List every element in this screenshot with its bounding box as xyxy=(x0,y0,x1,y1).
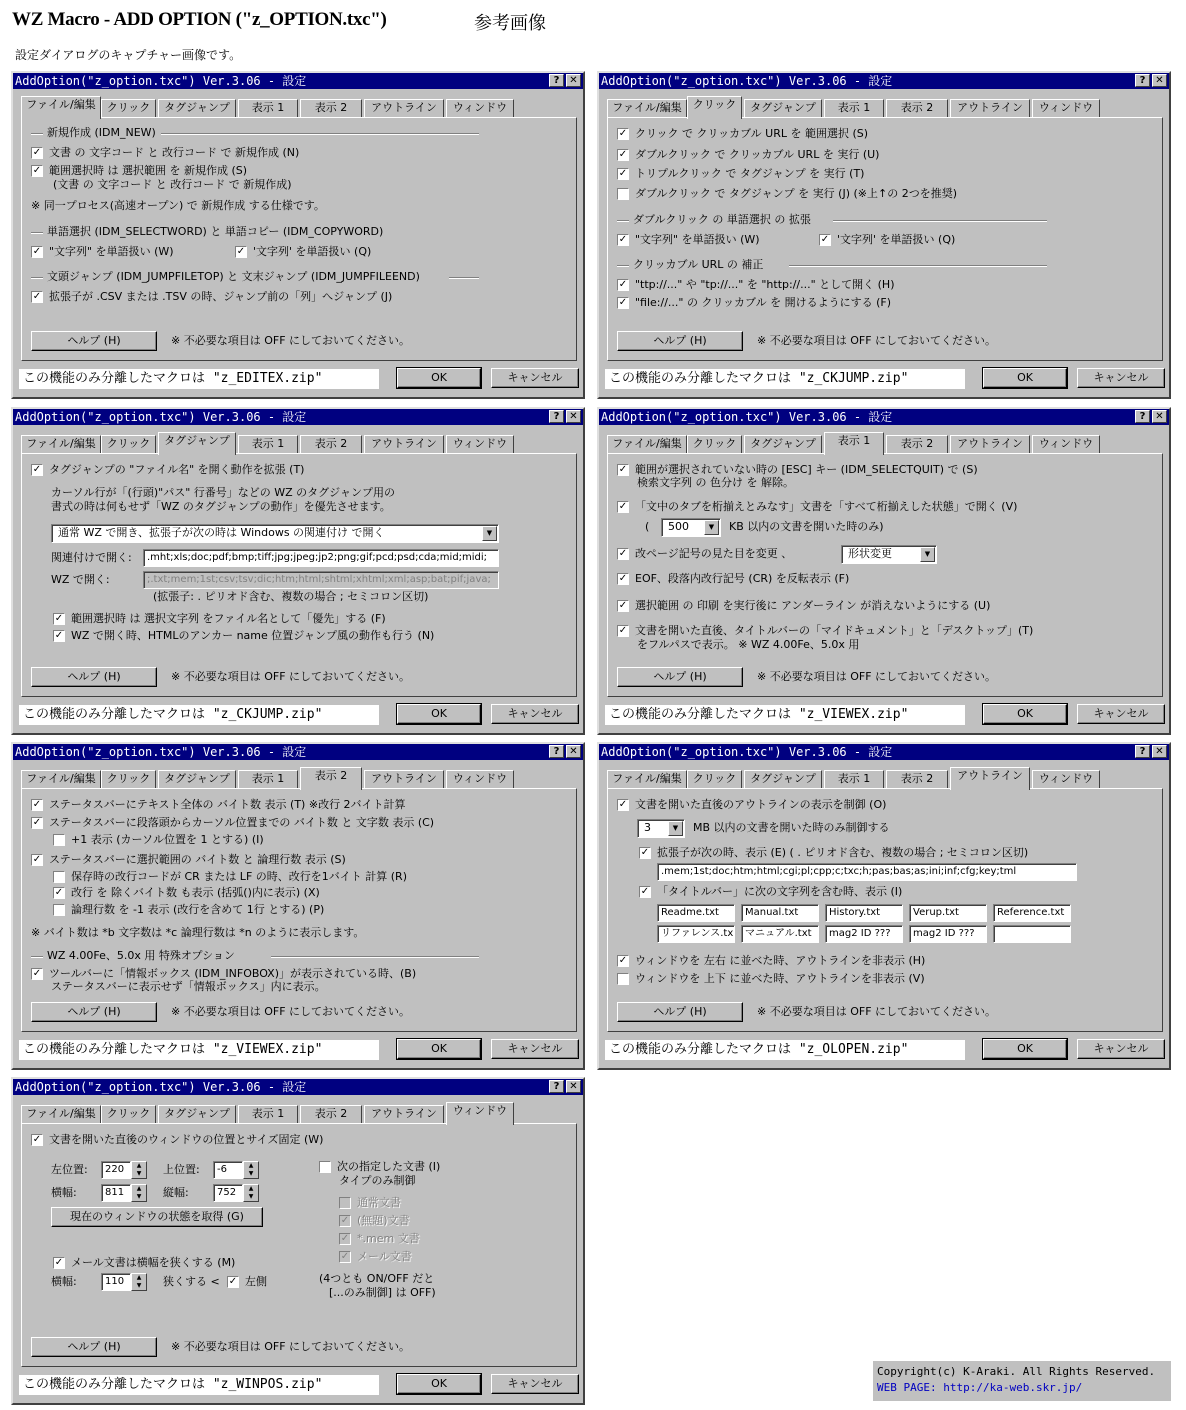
checkbox-file-url[interactable]: ✓ xyxy=(618,297,628,308)
tab-tagjump[interactable]: タグジャンプ xyxy=(744,435,822,453)
label: "文字列" を単語扱い (W) xyxy=(635,233,760,246)
tab-outline[interactable]: アウトライン xyxy=(364,1105,444,1123)
checkbox-total-bytes[interactable]: ✓ xyxy=(32,799,42,810)
label: ステータスバーに段落頭からカーソル位置までの バイト数 と 文字数 表示 (C) xyxy=(49,816,435,829)
close-icon[interactable]: ✕ xyxy=(1152,74,1167,87)
label: 通常文書 xyxy=(357,1196,401,1209)
tab-view2[interactable]: 表示 2 xyxy=(886,99,948,117)
tab-outline[interactable]: アウトライン xyxy=(364,770,444,788)
tab-window[interactable]: ウィンドウ xyxy=(446,770,514,788)
tab-click[interactable]: クリック xyxy=(687,770,742,788)
title-filter-5[interactable]: Reference.txt xyxy=(993,904,1071,922)
description: 書式の時は何もせず「WZ のタグジャンプの動作」を優先させます。 xyxy=(51,500,391,513)
tab-file-edit[interactable]: ファイル/編集 xyxy=(607,770,687,788)
checkbox-new-same-code[interactable]: ✓ xyxy=(32,147,42,158)
label: 範囲選択時 は 選択範囲 を 新規作成 (S) xyxy=(49,164,248,177)
mail-width-input[interactable]: 110 xyxy=(101,1273,131,1291)
label: 範囲が選択されていない時の [ESC] キー (IDM_SELECTQUIT) で (S) xyxy=(635,463,978,476)
dialog-tagjump xyxy=(11,407,585,735)
help-button[interactable]: ヘルプ (H) xyxy=(617,1002,743,1022)
note: ※ 不必要な項目は OFF にしておいてください。 xyxy=(757,1005,997,1018)
label: ステータスバーに表示せず「情報ボックス」内に表示。 xyxy=(51,980,326,993)
title-filter-9[interactable]: mag2 ID ??? xyxy=(909,925,987,943)
tab-tagjump[interactable]: タグジャンプ xyxy=(744,99,822,117)
checkbox-selection-bytes[interactable]: ✓ xyxy=(32,854,42,865)
label: 縦幅: xyxy=(163,1186,189,1199)
checkbox-word-dquote[interactable]: ✓ xyxy=(32,246,42,257)
note: [...のみ制御] は OFF) xyxy=(329,1286,436,1299)
page-subtitle: 参考画像 xyxy=(474,13,546,34)
checkbox-eof-invert[interactable]: ✓ xyxy=(618,573,628,584)
help-button[interactable]: ヘルプ (H) xyxy=(31,1002,157,1022)
label: "file://..." の クリッカブル を 開けるようにする (F) xyxy=(635,296,891,309)
dialog-title: AddOption("z_option.txc") Ver.3.06 - 設定 xyxy=(15,1080,307,1094)
label: ( xyxy=(645,520,650,533)
spin-icon[interactable]: ▲ ▼ xyxy=(131,1273,147,1291)
label: 「タイトルバー」に次の文字列を含む時、表示 (I) xyxy=(657,885,903,898)
note: ※ バイト数は *b 文字数は *c 論理行数は *n のように表示します。 xyxy=(31,926,365,939)
checkbox-fullpath-title[interactable]: ✓ xyxy=(618,625,628,636)
dialog-click xyxy=(597,71,1171,399)
label: 文書 の 文字コード と 改行コード で 新規作成 (N) xyxy=(49,146,300,159)
tab-click[interactable]: クリック xyxy=(101,770,156,788)
close-icon[interactable]: ✕ xyxy=(566,410,581,423)
title-bar xyxy=(599,409,1169,425)
assoc-ext-input[interactable]: .mht;xls;doc;pdf;bmp;tiff;jpg;jpeg;jp2;png;gif;pcd;psd;cda;mid;midi; xyxy=(143,549,499,567)
checkbox-ttp-fix[interactable]: ✓ xyxy=(618,279,628,290)
group-special: WZ 4.00Fe、5.0x 用 特殊オプション xyxy=(31,949,479,963)
spin-icon[interactable]: ▲ ▼ xyxy=(243,1161,259,1179)
help-button[interactable]: ヘルプ (H) xyxy=(617,667,743,687)
checkbox-crlf-one-byte[interactable] xyxy=(53,871,65,883)
checkbox-word-squote[interactable]: ✓ xyxy=(236,246,246,257)
checkbox-print-underline[interactable]: ✓ xyxy=(618,600,628,611)
spin-icon[interactable]: ▲ ▼ xyxy=(131,1184,147,1202)
tab-view2[interactable]: 表示 2 xyxy=(300,767,362,790)
label: WZ で開く: xyxy=(51,573,110,586)
tab-outline[interactable]: アウトライン xyxy=(364,435,444,453)
title-bar xyxy=(13,744,583,760)
tab-click[interactable]: クリック xyxy=(687,96,742,119)
label: 文書を開いた直後のウィンドウの位置とサイズ固定 (W) xyxy=(49,1133,324,1146)
help-icon[interactable]: ? xyxy=(549,1080,564,1093)
tab-file-edit[interactable]: ファイル/編集 xyxy=(607,435,687,453)
ok-button[interactable]: OK xyxy=(397,1374,481,1394)
label: KB 以内の文書を開いた時のみ) xyxy=(729,520,884,533)
label: (無題)文書 xyxy=(357,1214,410,1227)
help-icon[interactable]: ? xyxy=(1135,410,1150,423)
checkbox-lines-minus-one[interactable] xyxy=(53,904,65,916)
label: メール文書 xyxy=(357,1250,412,1263)
tab-tagjump[interactable]: タグジャンプ xyxy=(158,99,236,117)
checkbox-tab-align[interactable]: ✓ xyxy=(618,501,628,512)
mb-limit-select[interactable] xyxy=(637,819,685,838)
checkbox-word-squote[interactable]: ✓ xyxy=(820,234,830,245)
label: "ttp://..." や "tp://..." を "http://..." として開く (H) xyxy=(635,278,895,291)
checkbox-mail-doc[interactable]: ✓ xyxy=(340,1251,350,1262)
title-bar xyxy=(599,744,1169,760)
note: (4つとも ON/OFF だと xyxy=(319,1272,435,1285)
label: "文字列" を単語扱い (W) xyxy=(49,245,174,258)
selected-value: 通常 WZ で開き、拡張子が次の時は Windows の関連付け で開く xyxy=(58,526,385,539)
label: メール文書は横幅を狭くする (M) xyxy=(71,1256,236,1269)
label: ダブルクリック で クリッカブル URL を 実行 (U) xyxy=(635,148,880,161)
group-new: 新規作成 (IDM_NEW) xyxy=(31,126,479,140)
cancel-button[interactable]: キャンセル xyxy=(1077,368,1165,388)
checkbox-doc-type-only[interactable] xyxy=(319,1161,331,1173)
status-macro: この機能のみ分離したマクロは "z_VIEWEX.zip" xyxy=(19,1040,379,1060)
title-filter-2[interactable]: Manual.txt xyxy=(741,904,819,922)
title-bar xyxy=(13,1079,583,1095)
checkbox-untitled-doc[interactable]: ✓ xyxy=(340,1215,350,1226)
tab-window[interactable]: ウィンドウ xyxy=(1032,99,1100,117)
tab-view1[interactable]: 表示 1 xyxy=(238,435,298,453)
group-url-fix: クリッカブル URL の 補正 xyxy=(617,258,1047,272)
ok-button[interactable]: OK xyxy=(397,368,481,388)
close-icon[interactable]: ✕ xyxy=(566,745,581,758)
label: ステータスバーにテキスト全体の バイト数 表示 (T) ※改行 2バイト計算 xyxy=(49,798,406,811)
label: ステータスバーに選択範囲の バイト数 と 論理行数 表示 (S) xyxy=(49,853,346,866)
title-filter-6[interactable]: リファレンス.tx xyxy=(657,925,735,943)
cancel-button[interactable]: キャンセル xyxy=(1077,704,1165,724)
label: ツールバーに「情報ボックス (IDM_INFOBOX)」が表示されている時、(B) xyxy=(49,967,417,980)
pos-left-input[interactable]: 220 xyxy=(101,1161,131,1179)
dialog-file-edit xyxy=(11,71,585,399)
help-icon[interactable]: ? xyxy=(549,745,564,758)
spin-icon[interactable]: ▲ ▼ xyxy=(243,1184,259,1202)
tab-file-edit[interactable]: ファイル/編集 xyxy=(21,96,101,119)
label: タイプのみ制御 xyxy=(339,1174,416,1187)
close-icon[interactable]: ✕ xyxy=(1152,410,1167,423)
help-icon[interactable]: ? xyxy=(1135,74,1150,87)
checkbox-plus-one[interactable] xyxy=(53,834,65,846)
selected-value: 3 xyxy=(644,821,651,834)
status-macro: この機能のみ分離したマクロは "z_EDITEX.zip" xyxy=(19,369,379,389)
label: MB 以内の文書を開いた時のみ制御する xyxy=(693,821,890,834)
tab-tagjump[interactable]: タグジャンプ xyxy=(158,1105,236,1123)
tab-window[interactable]: ウィンドウ xyxy=(446,435,514,453)
label: 論理行数 を -1 表示 (改行を含めて 1行 とする) (P) xyxy=(71,903,325,916)
help-button[interactable]: ヘルプ (H) xyxy=(31,331,157,351)
checkbox-word-dquote[interactable]: ✓ xyxy=(618,234,628,245)
tab-view1[interactable]: 表示 1 xyxy=(238,1105,298,1123)
checkbox-infobox[interactable]: ✓ xyxy=(32,968,42,979)
note: ※ 同一プロセス(高速オープン) で 新規作成 する仕様です。 xyxy=(31,199,325,212)
note: ※ 不必要な項目は OFF にしておいてください。 xyxy=(171,334,411,347)
chevron-down-icon[interactable]: ▼ xyxy=(704,520,719,535)
status-macro: この機能のみ分離したマクロは "z_OLOPEN.zip" xyxy=(605,1040,965,1060)
tab-file-edit[interactable]: ファイル/編集 xyxy=(21,1105,101,1123)
checkbox-exclude-newline[interactable]: ✓ xyxy=(54,887,64,898)
tab-window[interactable]: ウィンドウ xyxy=(446,1102,514,1125)
help-icon[interactable]: ? xyxy=(549,410,564,423)
tab-view2[interactable]: 表示 2 xyxy=(886,435,948,453)
tab-view1[interactable]: 表示 1 xyxy=(238,770,298,788)
label: EOF、段落内改行記号 (CR) を反転表示 (F) xyxy=(635,572,850,585)
pagebreak-style-select[interactable] xyxy=(841,545,937,564)
tab-view1[interactable]: 表示 1 xyxy=(824,770,884,788)
group-word: 単語選択 (IDM_SELECTWORD) と 単語コピー (IDM_COPYWORD) xyxy=(31,225,479,239)
cancel-button[interactable]: キャンセル xyxy=(491,704,579,724)
label: 左位置: xyxy=(51,1163,88,1176)
label: 検索文字列 の 色分け を 解除。 xyxy=(637,476,794,489)
label: ウィンドウを 左右 に並べた時、アウトラインを非表示 (H) xyxy=(635,954,926,967)
label: 文書を開いた直後のアウトラインの表示を制御 (O) xyxy=(635,798,887,811)
note: ※ 不必要な項目は OFF にしておいてください。 xyxy=(171,1005,411,1018)
tab-view1[interactable]: 表示 1 xyxy=(238,99,298,117)
dialog-view1 xyxy=(597,407,1171,735)
label: '文字列' を単語扱い (Q) xyxy=(253,245,372,258)
width-input[interactable]: 811 xyxy=(101,1184,131,1202)
checkbox-hide-lr[interactable]: ✓ xyxy=(618,955,628,966)
note: ※ 不必要な項目は OFF にしておいてください。 xyxy=(757,670,997,683)
checkbox-pagebreak-style[interactable]: ✓ xyxy=(618,548,628,559)
ok-button[interactable]: OK xyxy=(983,704,1067,724)
help-icon[interactable]: ? xyxy=(549,74,564,87)
checkbox-new-from-selection[interactable]: ✓ xyxy=(32,165,42,176)
page-description: 設定ダイアログのキャプチャー画像です。 xyxy=(15,48,242,62)
close-icon[interactable]: ✕ xyxy=(1152,745,1167,758)
checkbox-click-url-select[interactable]: ✓ xyxy=(618,128,628,139)
label: 横幅: xyxy=(51,1186,77,1199)
title-filter-4[interactable]: Verup.txt xyxy=(909,904,987,922)
checkbox-left-side[interactable]: ✓ xyxy=(228,1276,238,1287)
note: ※ 不必要な項目は OFF にしておいてください。 xyxy=(757,334,997,347)
title-bar xyxy=(13,409,583,425)
dialog-view2 xyxy=(11,742,585,1070)
label: 文書を開いた直後、タイトルバーの「マイドキュメント」と「デスクトップ」(T) xyxy=(635,624,1034,637)
tab-click[interactable]: クリック xyxy=(101,1105,156,1123)
close-icon[interactable]: ✕ xyxy=(566,74,581,87)
tab-tagjump[interactable]: タグジャンプ xyxy=(158,770,236,788)
title-bar xyxy=(599,73,1169,89)
tab-view2[interactable]: 表示 2 xyxy=(300,435,362,453)
selected-value: 形状変更 xyxy=(848,547,892,560)
wz-ext-input[interactable]: ;.txt;mem;1st;csv;tsv;dic;htm;html;shtml;xhtml;xml;asp;bat;pif;java; xyxy=(143,571,499,589)
checkbox-paragraph-bytes[interactable]: ✓ xyxy=(32,817,42,828)
title-filter-3[interactable]: History.txt xyxy=(825,904,903,922)
kb-limit-select[interactable] xyxy=(661,518,721,537)
checkbox-normal-doc[interactable] xyxy=(339,1197,351,1209)
status-macro: この機能のみ分離したマクロは "z_CKJUMP.zip" xyxy=(19,705,379,725)
label: *.mem 文書 xyxy=(357,1232,420,1245)
group-jump: 文頭ジャンプ (IDM_JUMPFILETOP) と 文末ジャンプ (IDM_JUMPFILEEND) xyxy=(31,270,479,284)
note: ※ 不必要な項目は OFF にしておいてください。 xyxy=(171,1340,411,1353)
pos-top-input[interactable]: -6 xyxy=(213,1161,243,1179)
ok-button[interactable]: OK xyxy=(397,1039,481,1059)
dialog-title: AddOption("z_option.txc") Ver.3.06 - 設定 xyxy=(601,745,893,759)
spin-icon[interactable]: ▲ ▼ xyxy=(131,1161,147,1179)
label: WZ で開く時、HTMLのアンカー name 位置ジャンプ風の動作も行う (N) xyxy=(71,629,435,642)
help-icon[interactable]: ? xyxy=(1135,745,1150,758)
label: 左側 xyxy=(245,1275,267,1288)
close-icon[interactable]: ✕ xyxy=(566,1080,581,1093)
note: ※ 不必要な項目は OFF にしておいてください。 xyxy=(171,670,411,683)
label: 狭くする < xyxy=(163,1275,220,1288)
get-window-state-button[interactable]: 現在のウィンドウの状態を取得 (G) xyxy=(51,1207,263,1227)
tab-view2[interactable]: 表示 2 xyxy=(886,770,948,788)
label: 横幅: xyxy=(51,1275,77,1288)
copyright-text: Copyright(c) K-Araki. All Rights Reserved. xyxy=(877,1365,1156,1378)
tab-view2[interactable]: 表示 2 xyxy=(300,99,362,117)
dialog-outline xyxy=(597,742,1171,1070)
label: ダブルクリック で タグジャンプ を 実行 (J) (※上↑の 2つを推奨) xyxy=(635,187,957,200)
ext-list-input[interactable]: .mem;1st;doc;htm;html;cgi;pl;cpp;c;txc;h;pas;bas;as;ini;inf;cfg;key;tml xyxy=(657,863,1077,881)
label: をフルパスで表示。 ※ WZ 4.00Fe、5.0x 用 xyxy=(637,638,860,651)
checkbox-ext-filter[interactable]: ✓ xyxy=(640,847,650,858)
chevron-down-icon[interactable]: ▼ xyxy=(920,547,935,562)
label: トリプルクリック で タグジャンプ を 実行 (T) xyxy=(635,167,865,180)
tab-window[interactable]: ウィンドウ xyxy=(1032,435,1100,453)
description: カーソル行が「(行頭)"パス" 行番号」などの WZ のタグジャンプ用の xyxy=(51,486,395,499)
dialog-title: AddOption("z_option.txc") Ver.3.06 - 設定 xyxy=(601,410,893,424)
tab-file-edit[interactable]: ファイル/編集 xyxy=(21,435,101,453)
web-page-link[interactable]: WEB PAGE: http://ka-web.skr.jp/ xyxy=(877,1381,1083,1394)
help-button[interactable]: ヘルプ (H) xyxy=(617,331,743,351)
height-input[interactable]: 752 xyxy=(213,1184,243,1202)
label: 拡張子が次の時、表示 (E) ( . ピリオド含む、複数の場合 ; セミコロン区切) xyxy=(657,846,1029,859)
cancel-button[interactable]: キャンセル xyxy=(491,1374,579,1394)
checkbox-csv-column-jump[interactable]: ✓ xyxy=(32,291,42,302)
selected-value: 500 xyxy=(668,520,689,533)
tab-click[interactable]: クリック xyxy=(687,435,742,453)
label: 「文中のタブを桁揃えとみなす」文書を「すべて桁揃えした状態」で開く (V) xyxy=(635,500,1018,513)
tab-outline[interactable]: アウトライン xyxy=(950,767,1030,790)
checkbox-hide-tb[interactable] xyxy=(617,973,629,985)
label: 範囲選択時 は 選択文字列 をファイル名として「優先」する (F) xyxy=(71,612,386,625)
tab-tagjump[interactable]: タグジャンプ xyxy=(744,770,822,788)
checkbox-tripleclick-tagjump[interactable]: ✓ xyxy=(618,168,628,179)
tab-panel xyxy=(21,1123,577,1367)
dialog-title: AddOption("z_option.txc") Ver.3.06 - 設定 xyxy=(15,410,307,424)
chevron-down-icon[interactable]: ▼ xyxy=(482,526,497,541)
copyright-box xyxy=(873,1361,1171,1401)
tab-view2[interactable]: 表示 2 xyxy=(300,1105,362,1123)
label: 次の指定した文書 (I) xyxy=(337,1160,441,1173)
cancel-button[interactable]: キャンセル xyxy=(1077,1039,1165,1059)
cancel-button[interactable]: キャンセル xyxy=(491,368,579,388)
title-filter-10[interactable] xyxy=(993,925,1071,943)
ok-button[interactable]: OK xyxy=(397,704,481,724)
checkbox-dblclick-tagjump[interactable] xyxy=(617,188,629,200)
checkbox-titlebar-filter[interactable]: ✓ xyxy=(640,886,650,897)
title-filter-7[interactable]: マニュアル.txt xyxy=(741,925,819,943)
label: 上位置: xyxy=(163,1163,200,1176)
tab-view1[interactable]: 表示 1 xyxy=(824,432,884,455)
page-title: WZ Macro - ADD OPTION ("z_OPTION.txc") xyxy=(12,9,387,30)
help-button[interactable]: ヘルプ (H) xyxy=(31,667,157,687)
tab-file-edit[interactable]: ファイル/編集 xyxy=(607,99,687,117)
label: 関連付けで開く: xyxy=(51,551,132,564)
title-filter-1[interactable]: Readme.txt xyxy=(657,904,735,922)
tab-tagjump[interactable]: タグジャンプ xyxy=(158,432,236,455)
label: クリック で クリッカブル URL を 範囲選択 (S) xyxy=(635,127,869,140)
tab-click[interactable]: クリック xyxy=(101,99,156,117)
label: 改行 を 除くバイト数 も表示 (括弧()内に表示) (X) xyxy=(71,886,320,899)
title-bar xyxy=(13,73,583,89)
label: ウィンドウを 上下 に並べた時、アウトラインを非表示 (V) xyxy=(635,972,925,985)
dialog-title: AddOption("z_option.txc") Ver.3.06 - 設定 xyxy=(15,74,307,88)
checkbox-dblclick-url-run[interactable]: ✓ xyxy=(618,149,628,160)
dialog-window xyxy=(11,1077,585,1405)
title-filter-8[interactable]: mag2 ID ??? xyxy=(825,925,903,943)
checkbox-fix-window[interactable]: ✓ xyxy=(32,1134,42,1145)
label: 選択範囲 の 印刷 を実行後に アンダーライン が消えないようにする (U) xyxy=(635,599,991,612)
tab-outline[interactable]: アウトライン xyxy=(950,99,1030,117)
label: タグジャンプの "ファイル名" を開く動作を拡張 (T) xyxy=(49,463,305,476)
checkbox-selection-priority[interactable]: ✓ xyxy=(54,613,64,624)
chevron-down-icon[interactable]: ▼ xyxy=(668,821,683,836)
label: 保存時の改行コードが CR または LF の時、改行を1バイト 計算 (R) xyxy=(71,870,407,883)
tab-outline[interactable]: アウトライン xyxy=(364,99,444,117)
label: +1 表示 (カーソル位置を 1 とする) (I) xyxy=(71,833,264,846)
help-button[interactable]: ヘルプ (H) xyxy=(31,1337,157,1357)
tab-window[interactable]: ウィンドウ xyxy=(446,99,514,117)
checkbox-outline-control[interactable]: ✓ xyxy=(618,799,628,810)
dialog-title: AddOption("z_option.txc") Ver.3.06 - 設定 xyxy=(15,745,307,759)
status-macro: この機能のみ分離したマクロは "z_VIEWEX.zip" xyxy=(605,705,965,725)
note: (拡張子: . ピリオド含む、複数の場合 ; セミコロン区切) xyxy=(153,590,429,603)
tab-file-edit[interactable]: ファイル/編集 xyxy=(21,770,101,788)
tab-window[interactable]: ウィンドウ xyxy=(1032,770,1100,788)
tab-click[interactable]: クリック xyxy=(101,435,156,453)
open-mode-select[interactable] xyxy=(51,524,499,543)
label: 改ページ記号の見た目を変更 、 xyxy=(635,547,793,560)
label: (文書 の 文字コード と 改行コード で 新規作成) xyxy=(53,178,292,191)
tab-view1[interactable]: 表示 1 xyxy=(824,99,884,117)
checkbox-tagjump-extend[interactable]: ✓ xyxy=(32,464,42,475)
dialog-title: AddOption("z_option.txc") Ver.3.06 - 設定 xyxy=(601,74,893,88)
status-macro: この機能のみ分離したマクロは "z_WINPOS.zip" xyxy=(19,1375,379,1395)
checkbox-mail-narrow[interactable]: ✓ xyxy=(54,1257,64,1268)
label: 拡張子が .CSV または .TSV の時、ジャンプ前の「列」へジャンプ (J) xyxy=(49,290,393,303)
ok-button[interactable]: OK xyxy=(983,368,1067,388)
cancel-button[interactable]: キャンセル xyxy=(491,1039,579,1059)
tab-outline[interactable]: アウトライン xyxy=(950,435,1030,453)
label: '文字列' を単語扱い (Q) xyxy=(837,233,956,246)
group-dblclick-word: ダブルクリック の 単語選択 の 拡張 xyxy=(617,213,1047,227)
checkbox-mem-doc[interactable]: ✓ xyxy=(340,1233,350,1244)
checkbox-anchor-jump[interactable]: ✓ xyxy=(54,630,64,641)
status-macro: この機能のみ分離したマクロは "z_CKJUMP.zip" xyxy=(605,369,965,389)
checkbox-esc-clear-search[interactable]: ✓ xyxy=(618,464,628,475)
ok-button[interactable]: OK xyxy=(983,1039,1067,1059)
